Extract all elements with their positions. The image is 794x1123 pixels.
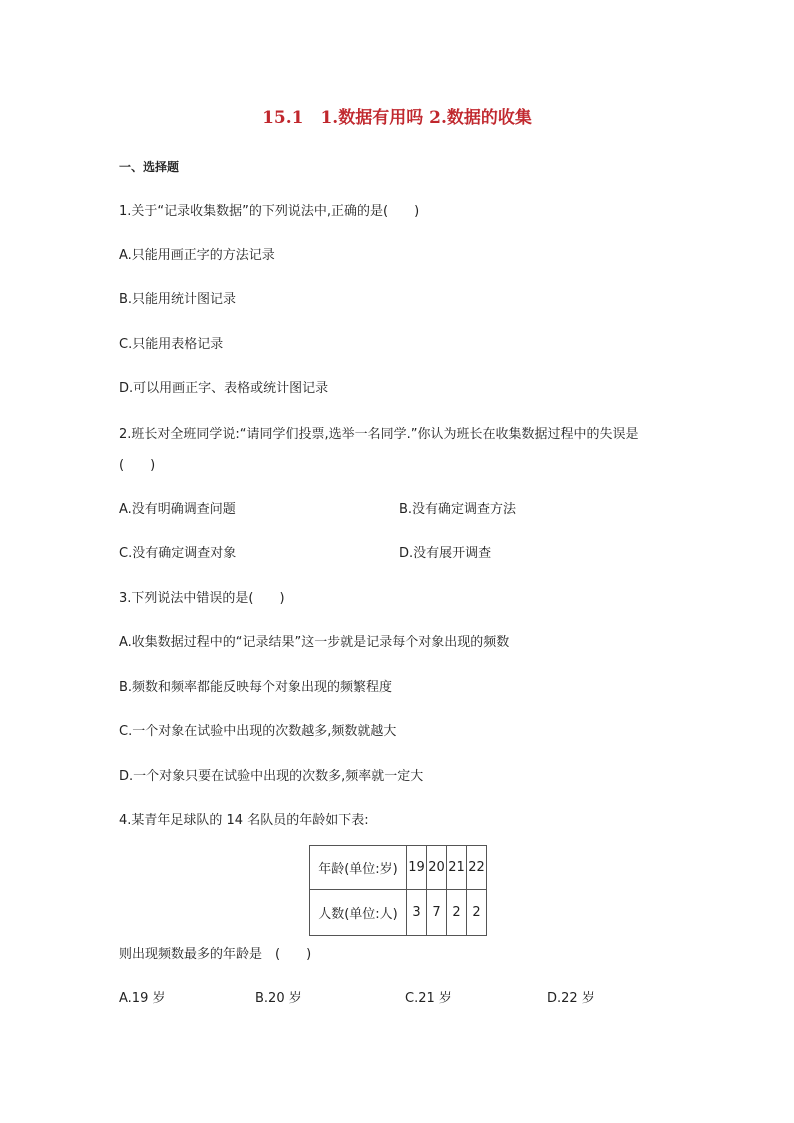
question-1-option-a: A.只能用画正字的方法记录 [119,248,275,263]
table-cell: 22 [467,846,487,890]
table-cell: 2 [467,890,487,936]
table-cell: 19 [407,846,427,890]
age-table [309,845,487,936]
question-3-option-d: D.一个对象只要在试验中出现的次数多,频率就一定大 [119,769,424,784]
question-2-option-a: A.没有明确调查问题 [119,502,236,517]
question-4-prompt: 则出现频数最多的年龄是 ( ) [119,947,312,962]
question-1-option-d: D.可以用画正字、表格或统计图记录 [119,381,329,396]
question-4-option-a: A.19 岁 [119,991,166,1006]
table-row-label-count: 人数(单位:人) [310,890,407,936]
question-4-stem: 4.某青年足球队的 14 名队员的年龄如下表: [119,813,369,828]
question-1-option-c: C.只能用表格记录 [119,337,224,352]
table-cell: 7 [427,890,447,936]
question-2-option-d: D.没有展开调查 [399,546,492,561]
question-2-answer-paren: ( ) [119,458,156,473]
question-3-option-a: A.收集数据过程中的“记录结果”这一步就是记录每个对象出现的频数 [119,635,510,650]
question-3-option-c: C.一个对象在试验中出现的次数越多,频数就越大 [119,724,397,739]
table-cell: 20 [427,846,447,890]
question-2-stem: 2.班长对全班同学说:“请同学们投票,选举一名同学.”你认为班长在收集数据过程中的失误是 [119,427,639,442]
question-4-option-d: D.22 岁 [547,991,595,1006]
table-cell: 3 [407,890,427,936]
table-row-label-age: 年龄(单位:岁) [310,846,407,890]
table-cell: 21 [447,846,467,890]
question-4-option-c: C.21 岁 [405,991,452,1006]
question-3-option-b: B.频数和频率都能反映每个对象出现的频繁程度 [119,680,393,695]
page-title: 15.1 1.数据有用吗 2.数据的收集 [262,108,532,128]
question-3-stem: 3.下列说法中错误的是( ) [119,591,285,606]
question-1-stem: 1.关于“记录收集数据”的下列说法中,正确的是( ) [119,204,420,219]
section-heading: 一、选择题 [119,160,180,174]
question-2-option-b: B.没有确定调查方法 [399,502,517,517]
question-2-option-c: C.没有确定调查对象 [119,546,237,561]
table-row [310,846,487,890]
question-1-option-b: B.只能用统计图记录 [119,292,237,307]
table-cell: 2 [447,890,467,936]
table-row [310,890,487,936]
question-4-option-b: B.20 岁 [255,991,302,1006]
